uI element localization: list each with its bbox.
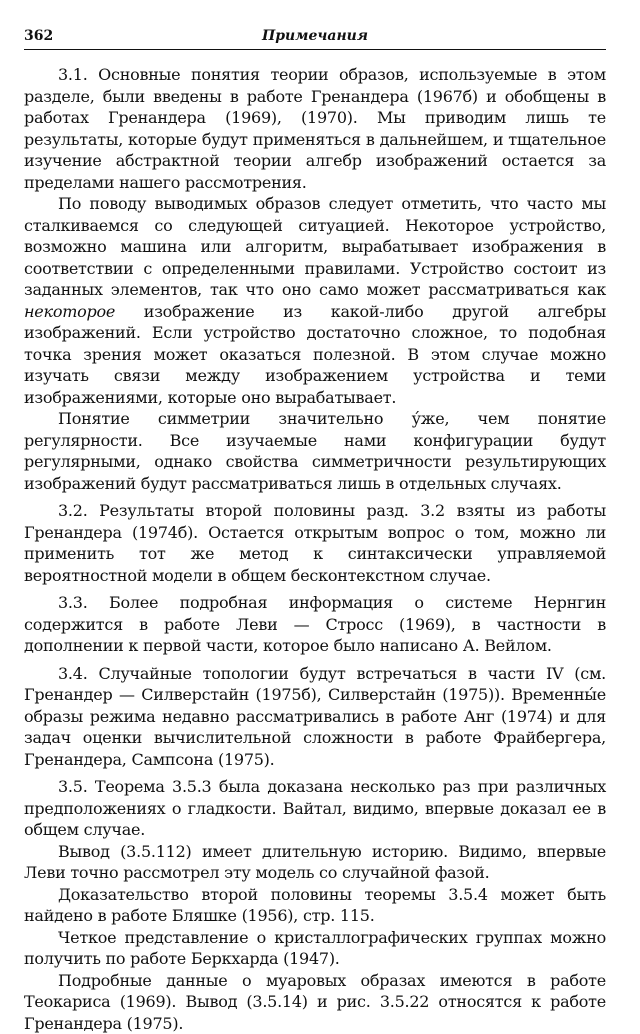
paragraph-3-5: 3.5. Теорема 3.5.3 была доказана несколько раз при различных предположениях о гладкости. Вайтал, видимо, впервые доказал ее в общем случае.	[24, 776, 606, 841]
paragraph-derivation-history: Вывод (3.5.112) имеет длительную историю. Видимо, впервые Леви точно рассмотрел эту модель со случайной фазой.	[24, 841, 606, 884]
paragraph-3-2: 3.2. Результаты второй половины разд. 3.2 взяты из работы Гренандера (1974б). Остается открытым вопрос о том, можно ли применить тот же метод к синтаксически управляемой вероятностной модели в общем бесконтекстном случае.	[24, 500, 606, 586]
paragraph-3-1: 3.1. Основные понятия теории образов, используемые в этом разделе, были введены в работе Гренандера (1967б) и обобщены в работах Гренандера (1969), (1970). Мы приводим лишь те результаты, которые будут применяться в дальнейшем, и тщательное изучение абстрактной теории алгебр изображений остается за пределами нашего рассмотрения.	[24, 64, 606, 193]
paragraph-derived-patterns	[24, 193, 606, 408]
paragraph-text-before-emphasis: По поводу выводимых образов следует отметить, что часто мы сталкиваемся со следующей ситуацией. Некоторое устройство, возможно машина или алгоритм, вырабатывает изображения в соответствии с определенными правилами. Устройство состоит из заданных элементов, так что оно само может рассматриваться как	[24, 194, 606, 299]
paragraph-text-after-emphasis: изображение из какой-либо другой алгебры изображений. Если устройство достаточно сложное, то подобная точка зрения может оказаться полезной. В этом случае можно изучать связи между изображением устройства и теми изображениями, которые оно вырабатывает.	[24, 302, 606, 407]
header-rule	[24, 49, 606, 50]
emphasized-word: некоторое	[24, 302, 115, 321]
book-page	[24, 0, 606, 1000]
running-head: Примечания	[24, 28, 606, 44]
paragraph-theorem-proof: Доказательство второй половины теоремы 3.5.4 может быть найдено в работе Бляшке (1956), стр. 115.	[24, 884, 606, 927]
page-number: 362	[24, 28, 53, 44]
paragraph-moire-patterns: Подробные данные о муаровых образах имеются в работе Теокариса (1969). Вывод (3.5.14) и рис. 3.5.22 относятся к работе Гренандера (1975).	[24, 970, 606, 1034]
paragraph-symmetry: Понятие симметрии значительно у́же, чем понятие регулярности. Все изучаемые нами конфигурации будут регулярными, однако свойства симметричности результирующих изображений будут рассматриваться лишь в отдельных случаях.	[24, 408, 606, 494]
page-body	[24, 64, 606, 1034]
paragraph-3-3: 3.3. Более подробная информация о системе Нернгин содержится в работе Леви — Стросс (1969), в частности в дополнении к первой части, которое было написано А. Вейлом.	[24, 592, 606, 657]
paragraph-crystallographic-groups: Четкое представление о кристаллографических группах можно получить по работе Беркхарда (1947).	[24, 927, 606, 970]
paragraph-3-4: 3.4. Случайные топологии будут встречаться в части IV (см. Гренандер — Силверстайн (1975б), Силверстайн (1975)). Временны́е образы режима недавно рассматривались в работе Анг (1974) и для задач оценки вычислительной сложности в работе Фрайбергера, Гренандера, Сампсона (1975).	[24, 663, 606, 771]
